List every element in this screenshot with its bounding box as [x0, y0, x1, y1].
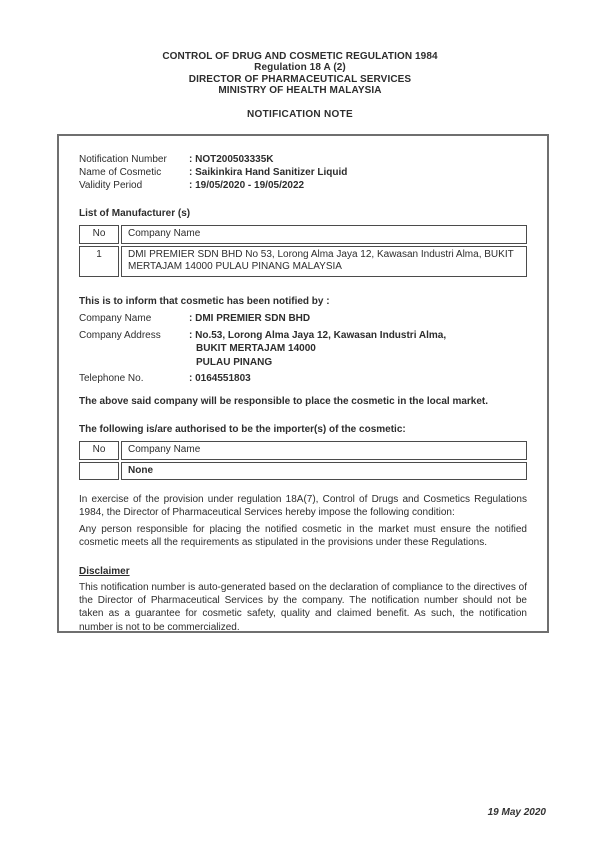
company-address-line-2: BUKIT MERTAJAM 14000 [196, 343, 316, 354]
importer-header-company: Company Name [121, 441, 527, 460]
company-name-row [79, 312, 527, 325]
notification-number-value: : NOT200503335K [189, 154, 274, 165]
company-name-value: : DMI PREMIER SDN BHD [189, 312, 311, 324]
notification-number-row [79, 153, 527, 166]
telephone-row [79, 372, 527, 385]
letterhead-line-director: DIRECTOR OF PHARMACEUTICAL SERVICES [188, 73, 412, 85]
manufacturer-table-header-row [79, 225, 527, 244]
importer-table-row [79, 462, 527, 481]
company-address-row [79, 329, 527, 370]
letterhead-line-regulation-number: Regulation 18 A (2) [254, 62, 346, 74]
manufacturer-table-row [79, 246, 527, 277]
importer-row-company: None [121, 462, 527, 481]
importer-table-header-row [79, 441, 527, 460]
responsibility-statement: The above said company will be responsible to place the cosmetic in the local market. [79, 396, 489, 407]
importer-heading: The following is/are authorised to be the importer(s) of the cosmetic: [79, 424, 406, 435]
telephone-value: : 0164551803 [189, 373, 251, 384]
importer-header-no: No [79, 441, 119, 460]
company-address-line-3: PULAU PINANG [196, 356, 273, 368]
disclaimer-text: This notification number is auto-generated based on the declaration of compliance to the directives of the Director of Pharmaceutical Services by the company. The notification number should not be taken as a guarantee for cosmetic safety, quality and claimed benefit. As such, the notification number is not to be commercialized. [79, 581, 527, 633]
notification-summary [79, 153, 527, 192]
importer-table [77, 439, 529, 482]
manufacturer-row-company: DMI PREMIER SDN BHD No 53, Lorong Alma Jaya 12, Kawasan Industri Alma, BUKIT MERTAJAM 14000 PULAU PINANG MALAYSIA [121, 246, 527, 277]
cosmetic-name-value: : Saikinkira Hand Sanitizer Liquid [189, 167, 348, 178]
notification-note-title: NOTIFICATION NOTE [246, 108, 354, 120]
manufacturer-header-company: Company Name [121, 225, 527, 244]
telephone-label: Telephone No. [79, 373, 144, 384]
importer-row-number [79, 462, 119, 481]
manufacturer-table [77, 223, 529, 279]
notified-by-heading: This is to inform that cosmetic has been notified by : [79, 295, 330, 307]
disclaimer-heading: Disclaimer [79, 565, 130, 577]
validity-period-row [79, 179, 527, 192]
letterhead [0, 51, 600, 120]
company-address-line-1: : No.53, Lorong Alma Jaya 12, Kawasan Industri Alma, [189, 329, 447, 341]
notification-number-label: Notification Number [79, 154, 167, 165]
manufacturer-row-number: 1 [79, 246, 119, 277]
letterhead-line-ministry: MINISTRY OF HEALTH MALAYSIA [218, 85, 382, 97]
validity-period-value: : 19/05/2020 - 19/05/2022 [189, 180, 305, 191]
notification-details-box [57, 134, 549, 633]
footer-date: 19 May 2020 [487, 807, 546, 818]
company-address-value [189, 329, 446, 370]
company-address-label: Company Address [79, 329, 161, 341]
cosmetic-name-row [79, 166, 527, 179]
manufacturer-list-heading: List of Manufacturer (s) [79, 208, 191, 219]
letterhead-line-regulation-title: CONTROL OF DRUG AND COSMETIC REGULATION 1984 [162, 51, 438, 62]
validity-period-label: Validity Period [79, 180, 143, 191]
company-name-label: Company Name [79, 312, 152, 324]
condition-paragraph-2: Any person responsible for placing the notified cosmetic in the market must ensure the notified cosmetic meets all the requirements as stipulated in the provisions under these Regulations. [79, 523, 527, 549]
condition-paragraph-1: In exercise of the provision under regulation 18A(7), Control of Drugs and Cosmetics Regulations 1984, the Director of Pharmaceutical Services hereby impose the following condition: [79, 494, 527, 519]
cosmetic-name-label: Name of Cosmetic [79, 167, 162, 178]
manufacturer-header-no: No [79, 225, 119, 244]
